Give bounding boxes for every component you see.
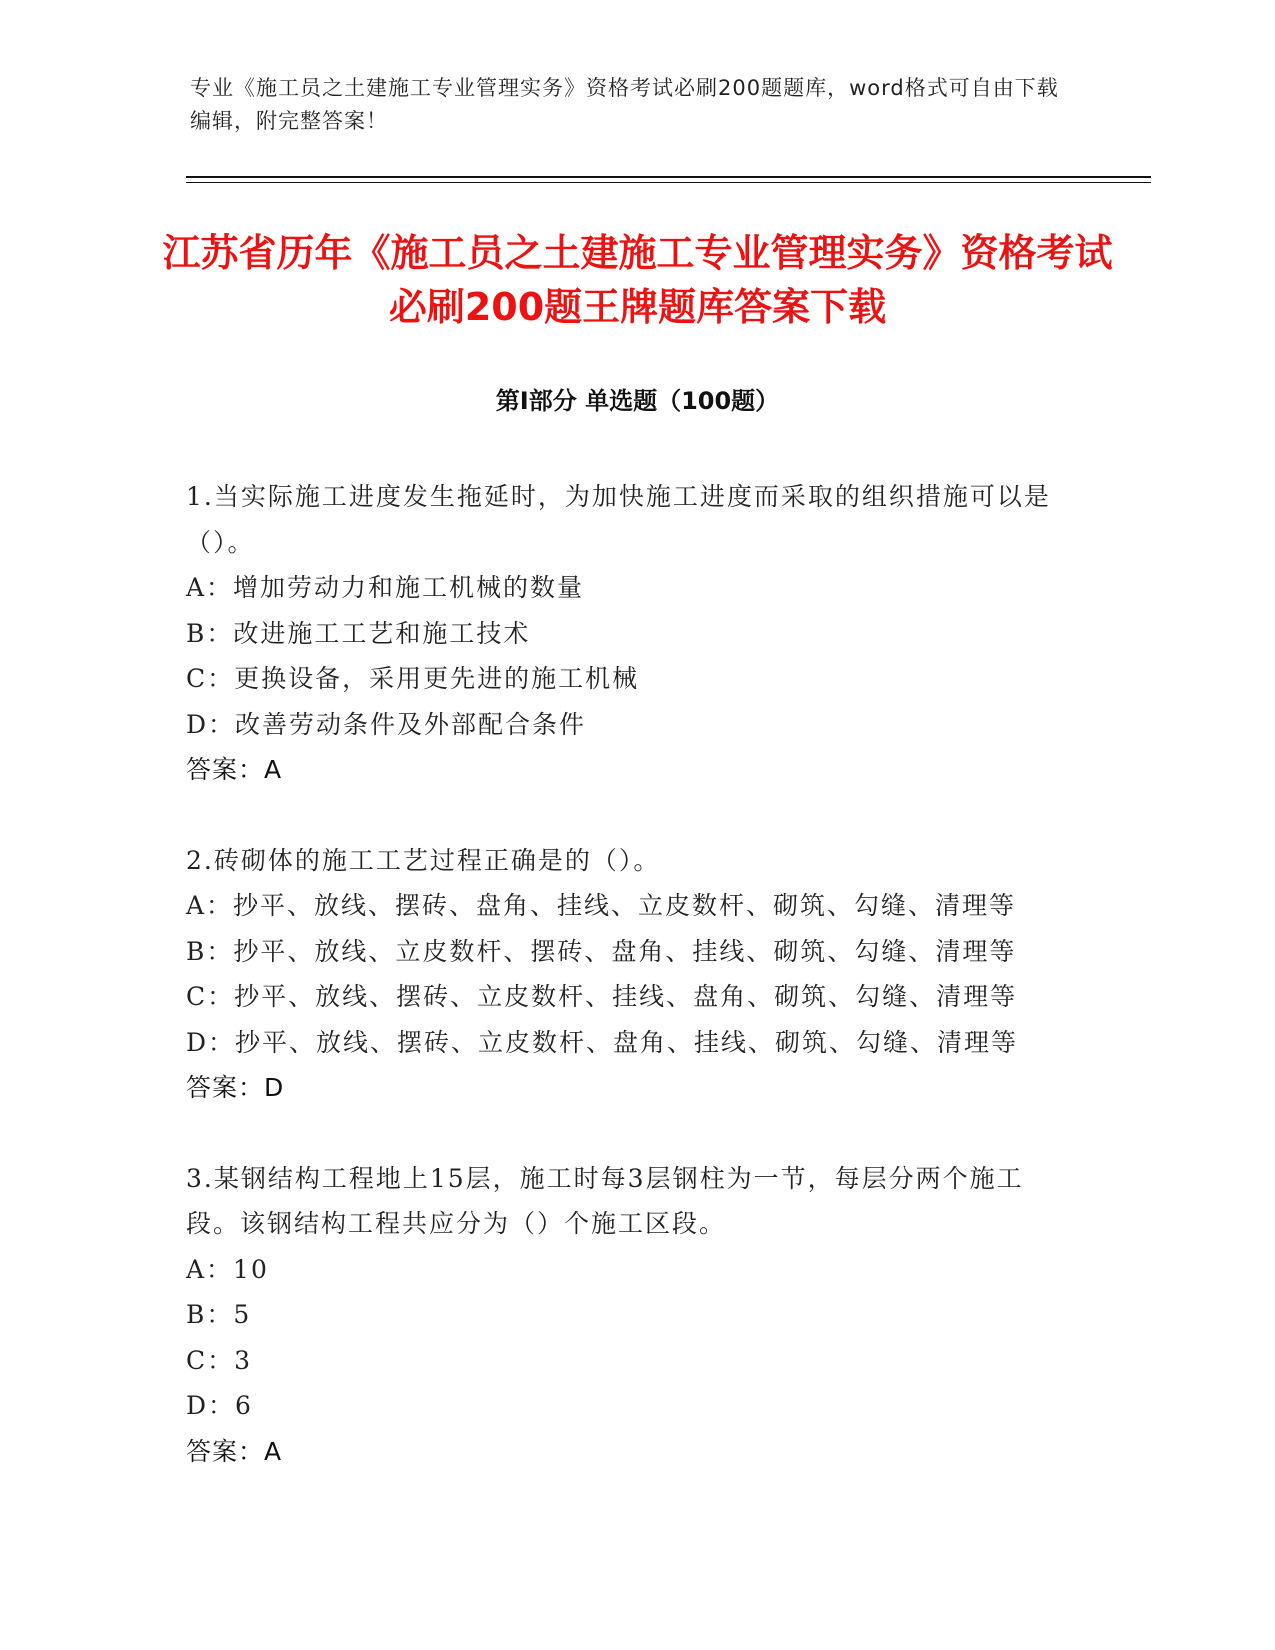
question-3 bbox=[186, 1156, 1066, 1475]
option-b: B：抄平、放线、立皮数杆、摆砖、盘角、挂线、砌筑、勾缝、清理等 bbox=[186, 936, 1017, 966]
answer: 答案：A bbox=[186, 755, 283, 784]
header-divider-thin bbox=[186, 182, 1151, 183]
option-d: D：抄平、放线、摆砖、立皮数杆、盘角、挂线、砌筑、勾缝、清理等 bbox=[186, 1027, 1019, 1057]
question-stem: 2.砖砌体的施工工艺过程正确是的（）。 bbox=[186, 845, 661, 875]
question-2 bbox=[186, 838, 1066, 1111]
question-stem: 3.某钢结构工程地上15层，施工时每3层钢柱为一节，每层分两个施工段。该钢结构工程共应分为（）个施工区段。 bbox=[186, 1163, 1024, 1238]
answer: 答案：D bbox=[186, 1073, 285, 1102]
document-title: 江苏省历年《施工员之土建施工专业管理实务》资格考试必刷200题王牌题库答案下载 bbox=[162, 231, 1113, 329]
question-stem: 1.当实际施工进度发生拖延时，为加快施工进度而采取的组织措施可以是（）。 bbox=[186, 482, 1051, 557]
option-c: C：更换设备，采用更先进的施工机械 bbox=[186, 664, 640, 693]
answer: 答案：A bbox=[186, 1436, 283, 1466]
question-1 bbox=[186, 474, 1066, 793]
option-c: C：抄平、放线、摆砖、立皮数杆、挂线、盘角、砌筑、勾缝、清理等 bbox=[186, 982, 1018, 1011]
option-b: B：改进施工工艺和施工技术 bbox=[186, 618, 531, 648]
option-c: C：3 bbox=[186, 1345, 253, 1375]
option-a: A：增加劳动力和施工机械的数量 bbox=[186, 573, 585, 602]
option-b: B：5 bbox=[186, 1300, 252, 1329]
question-list bbox=[186, 474, 1066, 1519]
option-a: A：抄平、放线、摆砖、盘角、挂线、立皮数杆、砌筑、勾缝、清理等 bbox=[186, 891, 1017, 920]
option-a: A：10 bbox=[186, 1254, 269, 1284]
option-d: D：6 bbox=[186, 1391, 253, 1420]
header-note: 专业《施工员之土建施工专业管理实务》资格考试必刷200题题库，word格式可自由下载编辑，附完整答案！ bbox=[190, 76, 1059, 133]
section-title: 第Ⅰ部分 单选题（100题） bbox=[495, 387, 780, 415]
header-divider-thick bbox=[186, 176, 1151, 178]
option-d: D：改善劳动条件及外部配合条件 bbox=[186, 709, 587, 739]
